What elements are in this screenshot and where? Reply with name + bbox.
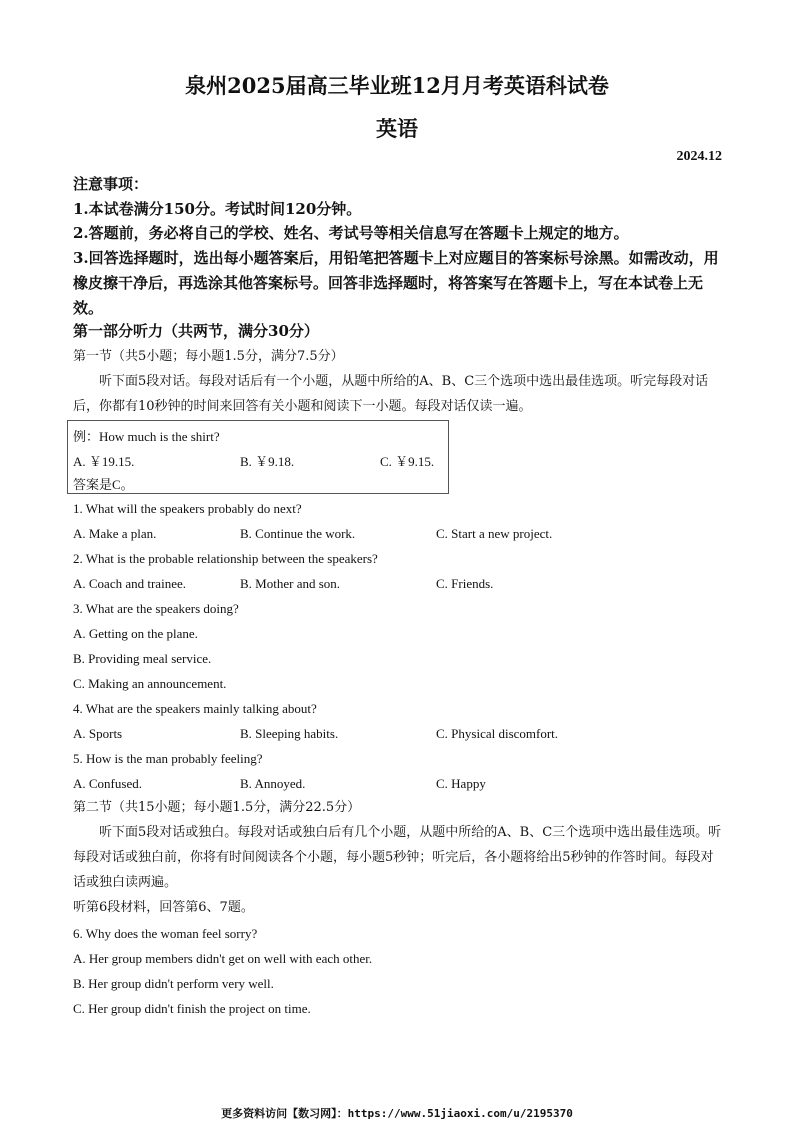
- question-5: 5. How is the man probably feeling?: [73, 751, 263, 766]
- q5-option-b: B. Annoyed.: [240, 776, 306, 791]
- section1-title: 第一节（共5小题；每小题1.5分，满分7.5分）: [73, 349, 344, 364]
- question-4: 4. What are the speakers mainly talking about?: [73, 701, 317, 716]
- q3-option-c: C. Making an announcement.: [73, 676, 227, 691]
- material-note: 听第6段材料，回答第6、7题。: [73, 900, 254, 915]
- section2-instructions: 听下面5段对话或独白。每段对话或独白后有几个小题，从题中所给的A、B、C三个选项中选出最佳选项。听每段对话或独白前，你将有时间阅读各个小题，每小题5秒钟；听完后，各小题将给出5秒钟的作答时间。每段对话或独白读两遍。: [73, 825, 722, 890]
- q4-option-b: B. Sleeping habits.: [240, 726, 339, 741]
- section2-title: 第二节（共15小题；每小题1.5分，满分22.5分）: [73, 800, 361, 815]
- q2-option-b: B. Mother and son.: [240, 576, 341, 591]
- example-answer: 答案是C。: [73, 477, 134, 492]
- question-6: 6. Why does the woman feel sorry?: [73, 926, 258, 941]
- q5-option-a: A. Confused.: [73, 776, 142, 791]
- exam-subject: 英语: [376, 116, 418, 141]
- q5-option-c: C. Happy: [436, 776, 486, 791]
- notice-heading: 注意事项：: [73, 175, 149, 193]
- example-option-c: C. ￥9.15.: [380, 454, 435, 469]
- example-option-b: B. ￥9.18.: [240, 454, 295, 469]
- q1-option-b: B. Continue the work.: [240, 526, 356, 541]
- exam-date: 2024.12: [676, 149, 722, 164]
- q6-option-b: B. Her group didn't perform very well.: [73, 976, 274, 991]
- notice-item-3: 3.回答选择题时，选出每小题答案后，用铅笔把答题卡上对应题目的答案标号涂黑。如需改动，用橡皮擦干净后，再选涂其他答案标号。回答非选择题时，将答案写在答题卡上，写在本试卷上无效。: [73, 249, 719, 317]
- q3-option-b: B. Providing meal service.: [73, 651, 212, 666]
- question-3: 3. What are the speakers doing?: [73, 601, 239, 616]
- part1-title: 第一部分听力（共两节，满分30分）: [73, 322, 319, 340]
- section1-instructions: 听下面5段对话。每段对话后有一个小题，从题中所给的A、B、C三个选项中选出最佳选项。听完每段对话后，你都有10秒钟的时间来回答有关小题和阅读下一小题。每段对话仅读一遍。: [73, 374, 709, 414]
- question-1: 1. What will the speakers probably do next?: [73, 501, 302, 516]
- footer-link[interactable]: 更多资料访问【数习网】：https://www.51jiaoxi.com/u/2195370: [221, 1107, 573, 1120]
- q4-option-a: A. Sports: [73, 726, 123, 741]
- q6-option-a: A. Her group members didn't get on well with each other.: [73, 951, 373, 966]
- q3-option-a: A. Getting on the plane.: [73, 626, 198, 641]
- notice-item-2: 2.答题前，务必将自己的学校、姓名、考试号等相关信息写在答题卡上规定的地方。: [73, 224, 629, 242]
- q6-option-c: C. Her group didn't finish the project on time.: [73, 1001, 311, 1016]
- q2-option-c: C. Friends.: [436, 576, 494, 591]
- notice-item-1: 1.本试卷满分150分。考试时间120分钟。: [73, 200, 362, 218]
- example-option-a: A. ￥19.15.: [73, 454, 135, 469]
- exam-title: 泉州2025届高三毕业班12月月考英语科试卷: [185, 73, 609, 98]
- q1-option-c: C. Start a new project.: [436, 526, 553, 541]
- question-2: 2. What is the probable relationship between the speakers?: [73, 551, 378, 566]
- q2-option-a: A. Coach and trainee.: [73, 576, 186, 591]
- q1-option-a: A. Make a plan.: [73, 526, 157, 541]
- q4-option-c: C. Physical discomfort.: [436, 726, 559, 741]
- example-question: 例：How much is the shirt?: [73, 429, 220, 444]
